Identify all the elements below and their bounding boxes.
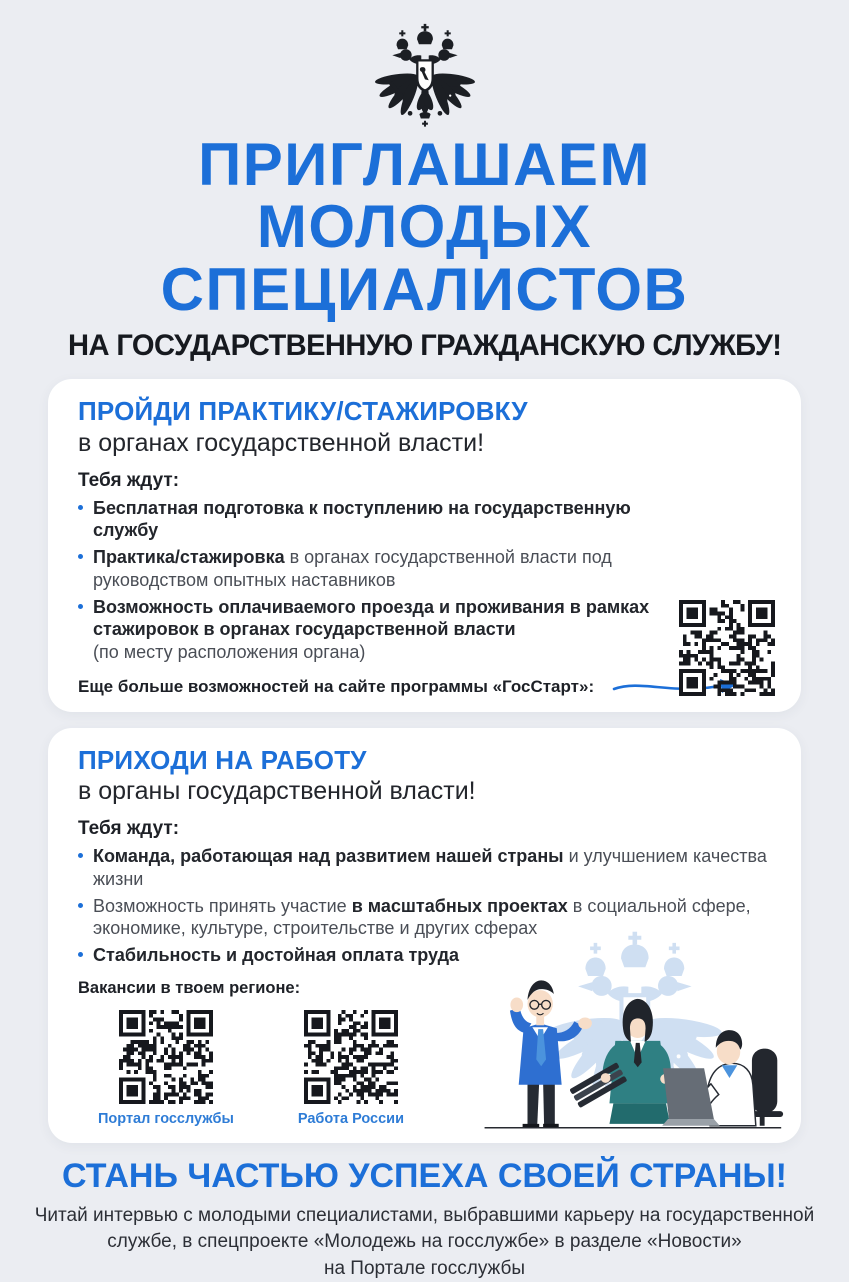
work-card-subtitle: в органы государственной власти! xyxy=(78,777,476,806)
bullet-dot-icon xyxy=(78,505,83,510)
vacancies-label: Вакансии в твоем регионе: xyxy=(78,978,301,997)
practice-card-lead: Тебя ждут: xyxy=(78,469,180,491)
practice-card xyxy=(48,379,801,711)
bullet-dot-icon xyxy=(78,554,83,559)
list-item: Команда, работающая над развитием нашей страны и улучшением качества жизни xyxy=(78,845,771,890)
list-item: Практика/стажировка в органах государственной власти под руководством опытных наставников xyxy=(78,546,771,591)
team-illustration xyxy=(467,935,789,1137)
bullet-dot-icon xyxy=(78,952,83,957)
page-title xyxy=(0,131,849,323)
recruitment-poster xyxy=(0,22,849,1279)
qr-code-gosstart xyxy=(679,600,775,696)
cta-title: СТАНЬ ЧАСТЬЮ УСПЕХА СВОЕЙ СТРАНЫ! xyxy=(62,1156,787,1195)
list-item: Возможность оплачиваемого проезда и проживания в рамках стажировок в органах государственной власти (по месту расположения органа) xyxy=(78,596,771,664)
rabota-rossii-link[interactable]: Работа России xyxy=(297,1110,404,1127)
practice-benefits-list xyxy=(78,497,771,664)
double-headed-eagle-emblem-icon xyxy=(369,22,481,130)
work-card xyxy=(48,728,801,1143)
bullet-dot-icon xyxy=(78,853,83,858)
title-line-3: СПЕЦИАЛИСТОВ xyxy=(160,255,689,323)
outro-text: Читай интервью с молодыми специалистами, выбравшими карьеру на государственной службе, в спецпроекте «Молодежь на госслужбе» в разделе «Новости» на Портале госслужбы xyxy=(34,1204,815,1279)
bullet-dot-icon xyxy=(78,604,83,609)
bullet-dot-icon xyxy=(78,903,83,908)
title-line-1: ПРИГЛАШАЕМ xyxy=(198,131,651,198)
qr-code-gossluzhba-portal xyxy=(119,1010,213,1104)
list-item: Бесплатная подготовка к поступлению на государственную службу xyxy=(78,497,771,542)
gosstart-more-label: Еще больше возможностей на сайте программы «ГосСтарт»: xyxy=(78,676,595,696)
practice-card-title: ПРОЙДИ ПРАКТИКУ/СТАЖИРОВКУ xyxy=(78,396,528,427)
work-card-lead: Тебя ждут: xyxy=(78,818,180,840)
qr-code-rabota-rossii xyxy=(304,1010,398,1104)
gossluzhba-portal-link[interactable]: Портал госслужбы xyxy=(98,1110,234,1127)
list-item: Возможность принять участие в масштабных проектах в социальной сфере, экономике, культуре, строительстве и других сферах xyxy=(78,895,771,940)
page-subtitle: НА ГОСУДАРСТВЕННУЮ ГРАЖДАНСКУЮ СЛУЖБУ! xyxy=(67,329,782,363)
practice-card-subtitle: в органах государственной власти! xyxy=(78,429,485,458)
title-line-2: МОЛОДЫХ xyxy=(256,193,593,261)
list-item: Стабильность и достойная оплата труда xyxy=(78,944,771,967)
work-card-title: ПРИХОДИ НА РАБОТУ xyxy=(78,744,367,775)
